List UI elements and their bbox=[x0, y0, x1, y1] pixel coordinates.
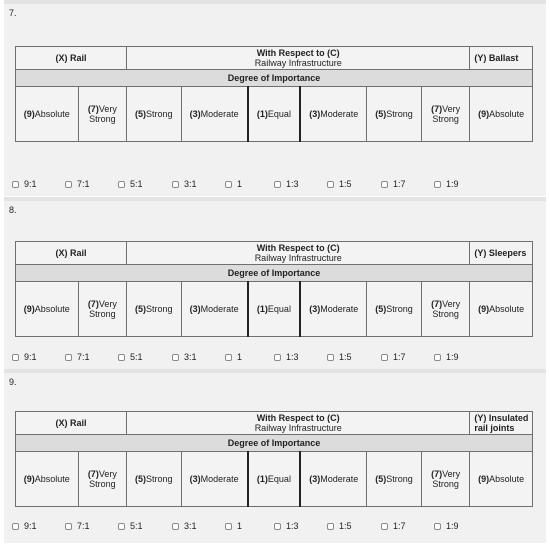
ratio-radio-group bbox=[12, 521, 542, 535]
scale-cell bbox=[248, 452, 300, 507]
scale-number: (5) bbox=[135, 109, 147, 119]
scale-number: (3) bbox=[309, 474, 321, 484]
ratio-option[interactable] bbox=[381, 179, 406, 189]
ratio-label: 3:1 bbox=[184, 352, 197, 362]
ratio-option[interactable] bbox=[327, 352, 352, 362]
scale-cell bbox=[181, 87, 248, 142]
radio-circle-icon[interactable] bbox=[327, 523, 334, 530]
scale-cell bbox=[300, 282, 367, 337]
scale-cell bbox=[300, 87, 367, 142]
criterion-x-label: (X) Rail bbox=[16, 47, 127, 70]
scale-cell bbox=[127, 282, 182, 337]
ratio-label: 1:7 bbox=[393, 352, 406, 362]
question-body bbox=[4, 201, 546, 369]
radio-circle-icon[interactable] bbox=[434, 181, 441, 188]
ratio-option[interactable] bbox=[172, 521, 197, 531]
ratio-label: 1:3 bbox=[286, 521, 299, 531]
scale-cell bbox=[367, 282, 422, 337]
scale-text: Equal bbox=[267, 474, 291, 484]
scale-number: (5) bbox=[375, 474, 387, 484]
scale-text: Strong bbox=[146, 304, 173, 314]
radio-circle-icon[interactable] bbox=[65, 354, 72, 361]
scale-text: Strong bbox=[386, 474, 413, 484]
question-number: 7. bbox=[9, 8, 17, 18]
scale-cell bbox=[300, 452, 367, 507]
ratio-label: 7:1 bbox=[77, 352, 90, 362]
context-line-2: Railway Infrastructure bbox=[254, 58, 342, 68]
scale-cell bbox=[16, 282, 79, 337]
scale-cell bbox=[470, 87, 533, 142]
ratio-radio-group bbox=[12, 352, 542, 366]
scale-number: (7) bbox=[87, 469, 99, 479]
ratio-option[interactable] bbox=[327, 179, 352, 189]
scale-text: Absolute bbox=[34, 304, 70, 314]
ratio-label: 1:3 bbox=[286, 352, 299, 362]
ratio-option[interactable] bbox=[225, 179, 242, 189]
scale-text: Equal bbox=[267, 304, 291, 314]
criterion-y-label: (Y) Sleepers bbox=[470, 242, 533, 265]
radio-circle-icon[interactable] bbox=[65, 181, 72, 188]
ratio-option[interactable] bbox=[118, 352, 143, 362]
radio-circle-icon[interactable] bbox=[274, 181, 281, 188]
ratio-option[interactable] bbox=[434, 179, 459, 189]
scale-number: (1) bbox=[256, 474, 268, 484]
scale-number: (9) bbox=[478, 474, 490, 484]
radio-circle-icon[interactable] bbox=[118, 354, 125, 361]
radio-circle-icon[interactable] bbox=[327, 181, 334, 188]
ratio-label: 9:1 bbox=[24, 179, 37, 189]
ratio-option[interactable] bbox=[327, 521, 352, 531]
scale-number: (9) bbox=[23, 304, 35, 314]
ratio-label: 1:5 bbox=[339, 521, 352, 531]
radio-circle-icon[interactable] bbox=[274, 354, 281, 361]
ratio-option[interactable] bbox=[274, 521, 299, 531]
scale-text: Moderate bbox=[320, 109, 359, 119]
scale-text: Absolute bbox=[34, 109, 70, 119]
ratio-label: 7:1 bbox=[77, 179, 90, 189]
radio-circle-icon[interactable] bbox=[274, 523, 281, 530]
scale-number: (7) bbox=[87, 104, 99, 114]
context-line-2: Railway Infrastructure bbox=[254, 253, 342, 263]
context-line-1: With Respect to (C) bbox=[256, 413, 340, 423]
scale-text: Very Strong bbox=[432, 469, 461, 489]
question-7 bbox=[4, 0, 546, 196]
context-line-2: Railway Infrastructure bbox=[254, 423, 342, 433]
ratio-option[interactable] bbox=[381, 521, 406, 531]
scale-text: Strong bbox=[146, 474, 173, 484]
scale-number: (1) bbox=[256, 304, 268, 314]
question-number: 8. bbox=[9, 205, 17, 215]
radio-circle-icon[interactable] bbox=[118, 181, 125, 188]
comparison-table bbox=[15, 411, 533, 507]
ratio-option[interactable] bbox=[65, 521, 90, 531]
ratio-label: 1:3 bbox=[286, 179, 299, 189]
ratio-label: 1 bbox=[237, 521, 243, 531]
radio-circle-icon[interactable] bbox=[225, 181, 232, 188]
radio-circle-icon[interactable] bbox=[12, 523, 19, 530]
scale-text: Equal bbox=[267, 109, 291, 119]
scale-text: Moderate bbox=[200, 474, 239, 484]
comparison-table bbox=[15, 46, 533, 142]
scale-text: Very Strong bbox=[89, 299, 117, 319]
scale-number: (7) bbox=[431, 299, 443, 309]
degree-of-importance-label: Degree of Importance bbox=[16, 70, 533, 87]
radio-circle-icon[interactable] bbox=[12, 354, 19, 361]
ratio-option[interactable] bbox=[434, 521, 459, 531]
ratio-label: 1:7 bbox=[393, 521, 406, 531]
ratio-option[interactable] bbox=[118, 521, 143, 531]
ratio-option[interactable] bbox=[172, 179, 197, 189]
scale-number: (9) bbox=[478, 304, 490, 314]
question-number: 9. bbox=[9, 377, 17, 387]
ratio-option[interactable] bbox=[12, 352, 37, 362]
radio-circle-icon[interactable] bbox=[225, 354, 232, 361]
ratio-label: 3:1 bbox=[184, 179, 197, 189]
scale-text: Moderate bbox=[320, 304, 359, 314]
scale-text: Strong bbox=[146, 109, 173, 119]
radio-circle-icon[interactable] bbox=[172, 181, 179, 188]
scale-number: (3) bbox=[189, 109, 201, 119]
ratio-label: 1:9 bbox=[446, 179, 459, 189]
scale-number: (9) bbox=[478, 109, 490, 119]
criterion-y-label: (Y) Ballast bbox=[470, 47, 533, 70]
radio-circle-icon[interactable] bbox=[65, 523, 72, 530]
scale-cell bbox=[127, 87, 182, 142]
scale-number: (5) bbox=[135, 304, 147, 314]
question-body bbox=[4, 373, 546, 543]
scale-number: (9) bbox=[23, 474, 35, 484]
scale-cell bbox=[248, 87, 300, 142]
scale-cell bbox=[367, 87, 422, 142]
scale-text: Moderate bbox=[200, 109, 239, 119]
scale-text: Moderate bbox=[200, 304, 239, 314]
radio-circle-icon[interactable] bbox=[434, 354, 441, 361]
radio-circle-icon[interactable] bbox=[327, 354, 334, 361]
criterion-x-label: (X) Rail bbox=[16, 412, 127, 435]
ratio-label: 7:1 bbox=[77, 521, 90, 531]
scale-text: Strong bbox=[386, 304, 413, 314]
criterion-context-label bbox=[127, 242, 470, 265]
ratio-label: 1 bbox=[237, 352, 243, 362]
comparison-table bbox=[15, 241, 533, 337]
scale-number: (3) bbox=[309, 304, 321, 314]
criterion-context-label bbox=[127, 47, 470, 70]
ratio-label: 5:1 bbox=[130, 521, 143, 531]
radio-circle-icon[interactable] bbox=[225, 523, 232, 530]
scale-cell bbox=[78, 87, 126, 142]
scale-text: Very Strong bbox=[89, 469, 117, 489]
ratio-option[interactable] bbox=[12, 521, 37, 531]
scale-cell bbox=[78, 452, 126, 507]
scale-number: (5) bbox=[375, 109, 387, 119]
ratio-option[interactable] bbox=[65, 352, 90, 362]
ratio-option[interactable] bbox=[225, 521, 242, 531]
scale-cell bbox=[470, 452, 533, 507]
ratio-label: 9:1 bbox=[24, 521, 37, 531]
ratio-option[interactable] bbox=[12, 179, 37, 189]
radio-circle-icon[interactable] bbox=[12, 181, 19, 188]
scale-cell bbox=[181, 452, 248, 507]
scale-number: (9) bbox=[23, 109, 35, 119]
scale-text: Very Strong bbox=[432, 104, 461, 124]
radio-circle-icon[interactable] bbox=[434, 523, 441, 530]
ratio-option[interactable] bbox=[172, 352, 197, 362]
scale-cell bbox=[421, 87, 470, 142]
degree-of-importance-label: Degree of Importance bbox=[16, 265, 533, 282]
ratio-option[interactable] bbox=[225, 352, 242, 362]
scale-cell bbox=[181, 282, 248, 337]
scale-number: (7) bbox=[87, 299, 99, 309]
scale-cell bbox=[421, 282, 470, 337]
scale-cell bbox=[470, 282, 533, 337]
scale-text: Absolute bbox=[489, 474, 525, 484]
scale-number: (3) bbox=[309, 109, 321, 119]
ratio-option[interactable] bbox=[65, 179, 90, 189]
ratio-option[interactable] bbox=[434, 352, 459, 362]
scale-number: (7) bbox=[431, 104, 443, 114]
scale-text: Absolute bbox=[489, 109, 525, 119]
scale-text: Moderate bbox=[320, 474, 359, 484]
scale-cell bbox=[16, 452, 79, 507]
criterion-context-label bbox=[127, 412, 470, 435]
ratio-label: 1:9 bbox=[446, 352, 459, 362]
question-8 bbox=[4, 197, 546, 369]
scale-cell bbox=[367, 452, 422, 507]
ratio-label: 1:5 bbox=[339, 352, 352, 362]
ratio-option[interactable] bbox=[118, 179, 143, 189]
ratio-option[interactable] bbox=[274, 352, 299, 362]
scale-cell bbox=[421, 452, 470, 507]
ratio-label: 3:1 bbox=[184, 521, 197, 531]
degree-of-importance-label: Degree of Importance bbox=[16, 435, 533, 452]
criterion-x-label: (X) Rail bbox=[16, 242, 127, 265]
scale-text: Strong bbox=[386, 109, 413, 119]
criterion-y-label: (Y) Insulated rail joints bbox=[470, 412, 533, 435]
ratio-label: 1:7 bbox=[393, 179, 406, 189]
ratio-label: 1:5 bbox=[339, 179, 352, 189]
scale-number: (7) bbox=[431, 469, 443, 479]
context-line-1: With Respect to (C) bbox=[256, 243, 340, 253]
ratio-label: 9:1 bbox=[24, 352, 37, 362]
ratio-label: 5:1 bbox=[130, 179, 143, 189]
radio-circle-icon[interactable] bbox=[381, 181, 388, 188]
scale-number: (5) bbox=[135, 474, 147, 484]
ratio-option[interactable] bbox=[274, 179, 299, 189]
scale-cell bbox=[78, 282, 126, 337]
scale-number: (3) bbox=[189, 304, 201, 314]
radio-circle-icon[interactable] bbox=[381, 523, 388, 530]
question-9 bbox=[4, 369, 546, 543]
radio-circle-icon[interactable] bbox=[172, 354, 179, 361]
scale-text: Very Strong bbox=[432, 299, 461, 319]
question-body bbox=[4, 4, 546, 196]
scale-text: Absolute bbox=[34, 474, 70, 484]
ratio-label: 5:1 bbox=[130, 352, 143, 362]
radio-circle-icon[interactable] bbox=[381, 354, 388, 361]
scale-cell bbox=[127, 452, 182, 507]
scale-number: (3) bbox=[189, 474, 201, 484]
scale-cell bbox=[248, 282, 300, 337]
ratio-option[interactable] bbox=[381, 352, 406, 362]
ratio-label: 1:9 bbox=[446, 521, 459, 531]
scale-number: (5) bbox=[375, 304, 387, 314]
radio-circle-icon[interactable] bbox=[118, 523, 125, 530]
scale-text: Absolute bbox=[489, 304, 525, 314]
scale-cell bbox=[16, 87, 79, 142]
radio-circle-icon[interactable] bbox=[172, 523, 179, 530]
ratio-label: 1 bbox=[237, 179, 243, 189]
scale-number: (1) bbox=[256, 109, 268, 119]
context-line-1: With Respect to (C) bbox=[256, 48, 340, 58]
scale-text: Very Strong bbox=[89, 104, 117, 124]
ratio-radio-group bbox=[12, 179, 542, 193]
